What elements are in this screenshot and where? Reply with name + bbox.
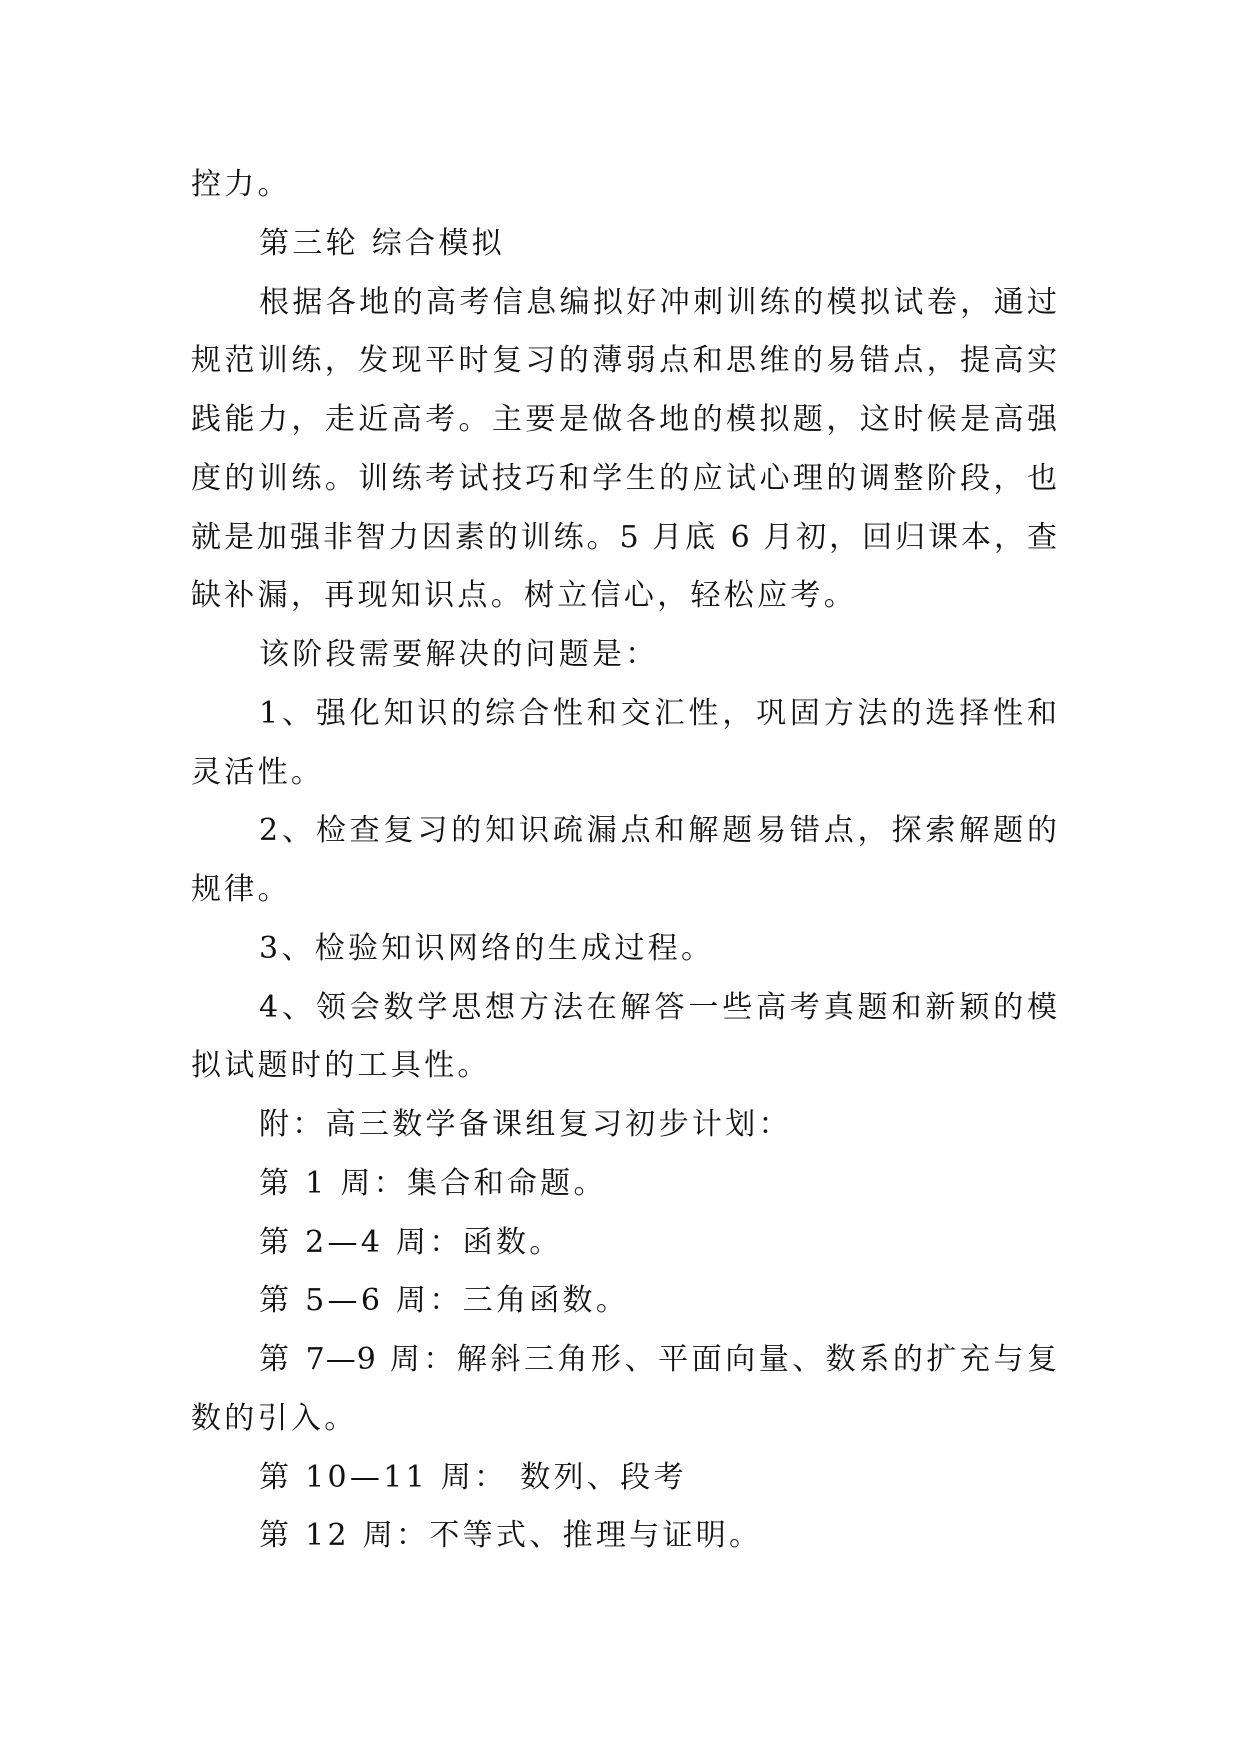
paragraph-line: 控力。 [191,167,291,202]
paragraph-line: 第 12 周：不等式、推理与证明。 [259,1518,763,1554]
paragraph-line: 1、强化知识的综合性和交汇性，巩固方法的选择性和 [259,695,1058,731]
paragraph-continuation [191,156,1058,215]
list-item [191,979,1058,1097]
schedule-item [191,1449,1058,1508]
paragraph-line: 践能力，走近高考。主要是做各地的模拟题，这时候是高强 [191,402,1058,437]
paragraph-line: 第 2—4 周：函数。 [259,1224,563,1260]
paragraph [191,274,1058,627]
paragraph-line: 根据各地的高考信息编拟好冲刺训练的模拟试卷，通过 [259,284,1058,320]
schedule-item [191,1331,1058,1449]
paragraph-line: 缺补漏，再现知识点。树立信心，轻松应考。 [191,578,857,614]
paragraph-line: 第 5—6 周：三角函数。 [259,1283,630,1319]
paragraph-line: 拟试题时的工具性。 [191,1048,491,1084]
paragraph-line: 度的训练。训练考试技巧和学生的应试心理的调整阶段，也 [191,460,1058,496]
paragraph-line: 附：高三数学备课组复习初步计划： [259,1107,792,1142]
paragraph-line: 4、领会数学思想方法在解答一些高考真题和新颖的模 [259,989,1058,1025]
paragraph-line: 2、检查复习的知识疏漏点和解题易错点，探索解题的 [259,813,1058,849]
appendix-heading [191,1096,1058,1155]
list-item [191,685,1058,803]
schedule-item [191,1272,1058,1331]
section-heading [191,215,1058,274]
list-item [191,802,1058,920]
paragraph-line: 该阶段需要解决的问题是： [259,637,659,672]
schedule-item [191,1507,1058,1566]
paragraph-line: 第 10—11 周： 数列、段考 [259,1459,687,1495]
list-item [191,920,1058,979]
paragraph-line: 灵活性。 [191,754,325,790]
paragraph-line: 数的引入。 [191,1400,358,1436]
paragraph-line: 规律。 [191,872,291,907]
paragraph-line: 第 7—9 周：解斜三角形、平面向量、数系的扩充与复 [259,1342,1058,1377]
paragraph-line: 规范训练，发现平时复习的薄弱点和思维的易错点，提高实 [191,343,1058,379]
schedule-item [191,1214,1058,1273]
heading-line: 第三轮 综合模拟 [259,225,505,261]
paragraph [191,626,1058,685]
paragraph-line: 3、检验知识网络的生成过程。 [259,930,715,966]
schedule-item [191,1155,1058,1214]
paragraph-line: 第 1 周：集合和命题。 [259,1165,607,1201]
paragraph-line: 就是加强非智力因素的训练。5 月底 6 月初，回归课本，查 [191,519,1058,555]
